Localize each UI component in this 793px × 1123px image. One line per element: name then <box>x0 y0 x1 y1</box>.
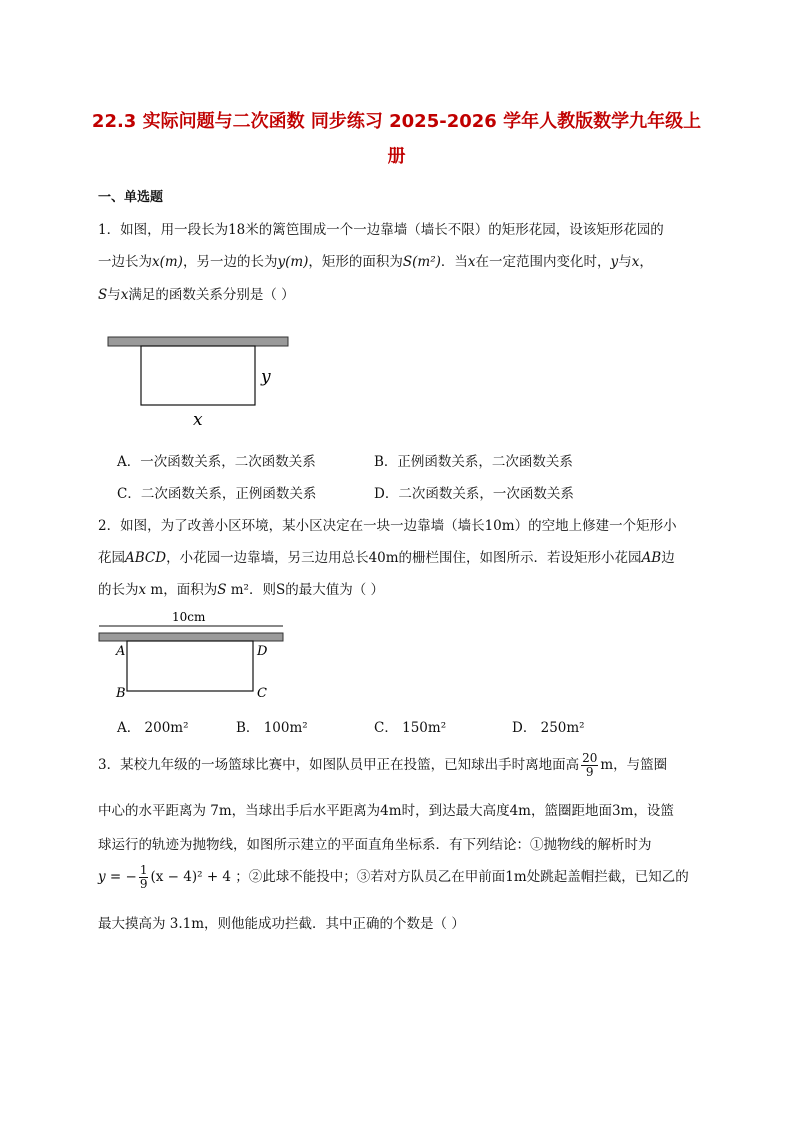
vertex-c: C <box>257 686 267 701</box>
vertex-d: D <box>257 644 268 659</box>
q3-line-4: y = − $\frac{1}{9}$ (x − 4)² + 4 ；②此球不能投中；③若对方队员乙在甲前面1m处跳起盖帽拦截，已知乙的 <box>98 863 689 891</box>
label-x: x <box>193 410 203 430</box>
vertex-a: A <box>116 644 126 659</box>
q1-line-3: S与x满足的函数关系分别是（ ） <box>98 287 295 303</box>
q2-figure <box>96 605 291 703</box>
q2-option-b: B． 100m² <box>236 720 308 736</box>
page-title <box>60 104 733 174</box>
title-line-1: 22.3 实际问题与二次函数 同步练习 2025-2026 学年人教版数学九年级上 <box>91 111 702 132</box>
q3-line-5: 最大摸高为 3.1m，则他能成功拦截．其中正确的个数是（ ） <box>98 916 465 932</box>
q2-line-1: 2．如图，为了改善小区环境，某小区决定在一块一边靠墙（墙长10m）的空地上修建一个矩形小 <box>98 518 677 534</box>
q1-line-2: 一边长为x(m)，另一边的长为y(m)，矩形的面积为S(m²)．当x在一定范围内变化时，y与x， <box>98 254 653 270</box>
q2-option-c: C． 150m² <box>374 720 447 736</box>
q1-option-d: D．二次函数关系，一次函数关系 <box>374 486 574 502</box>
q1-option-a: A．一次函数关系，二次函数关系 <box>117 454 316 470</box>
section-heading: 一、单选题 <box>98 190 164 205</box>
vertex-b: B <box>116 686 126 701</box>
fraction-1-9: $\frac{1}{9}$ <box>139 863 148 891</box>
q2-line-3: 的长为x m，面积为S m²．则S的最大值为（ ） <box>98 582 385 598</box>
garden-rectangle <box>141 346 255 405</box>
q3-line-3: 球运行的轨迹为抛物线，如图所示建立的平面直角坐标系．有下列结论：①抛物线的解析时为 <box>98 837 652 853</box>
q2-line-2: 花园ABCD，小花园一边靠墙，另三边用总长40m的栅栏围住，如图所示．若设矩形小花园AB边 <box>98 550 675 566</box>
q1-figure <box>105 334 295 429</box>
label-y: y <box>261 367 271 387</box>
q3-line-2: 中心的水平距离为 7m，当球出手后水平距离为4m时，到达最大高度4m，篮圈距地面3m，设篮 <box>98 803 674 819</box>
q1-line-1: 1．如图，用一段长为18米的篱笆围成一个一边靠墙（墙长不限）的矩形花园，设该矩形花园的 <box>98 222 664 238</box>
wall-length-label: 10cm <box>172 610 206 624</box>
garden-rectangle <box>127 641 253 691</box>
q1-option-b: B．正例函数关系，二次函数关系 <box>374 454 573 470</box>
q2-option-a: A． 200m² <box>117 720 189 736</box>
title-line-2: 册 <box>387 146 406 167</box>
wall <box>99 633 283 641</box>
q3-line-1: 3．某校九年级的一场篮球比赛中，如图队员甲正在投篮，已知球出手时离地面高 $\frac{20}{9}$ m，与篮圈 <box>98 751 668 779</box>
fraction-20-9: $\frac{20}{9}$ <box>582 751 598 779</box>
wall <box>108 337 288 346</box>
q2-option-d: D． 250m² <box>512 720 585 736</box>
q1-option-c: C．二次函数关系，正例函数关系 <box>117 486 317 502</box>
